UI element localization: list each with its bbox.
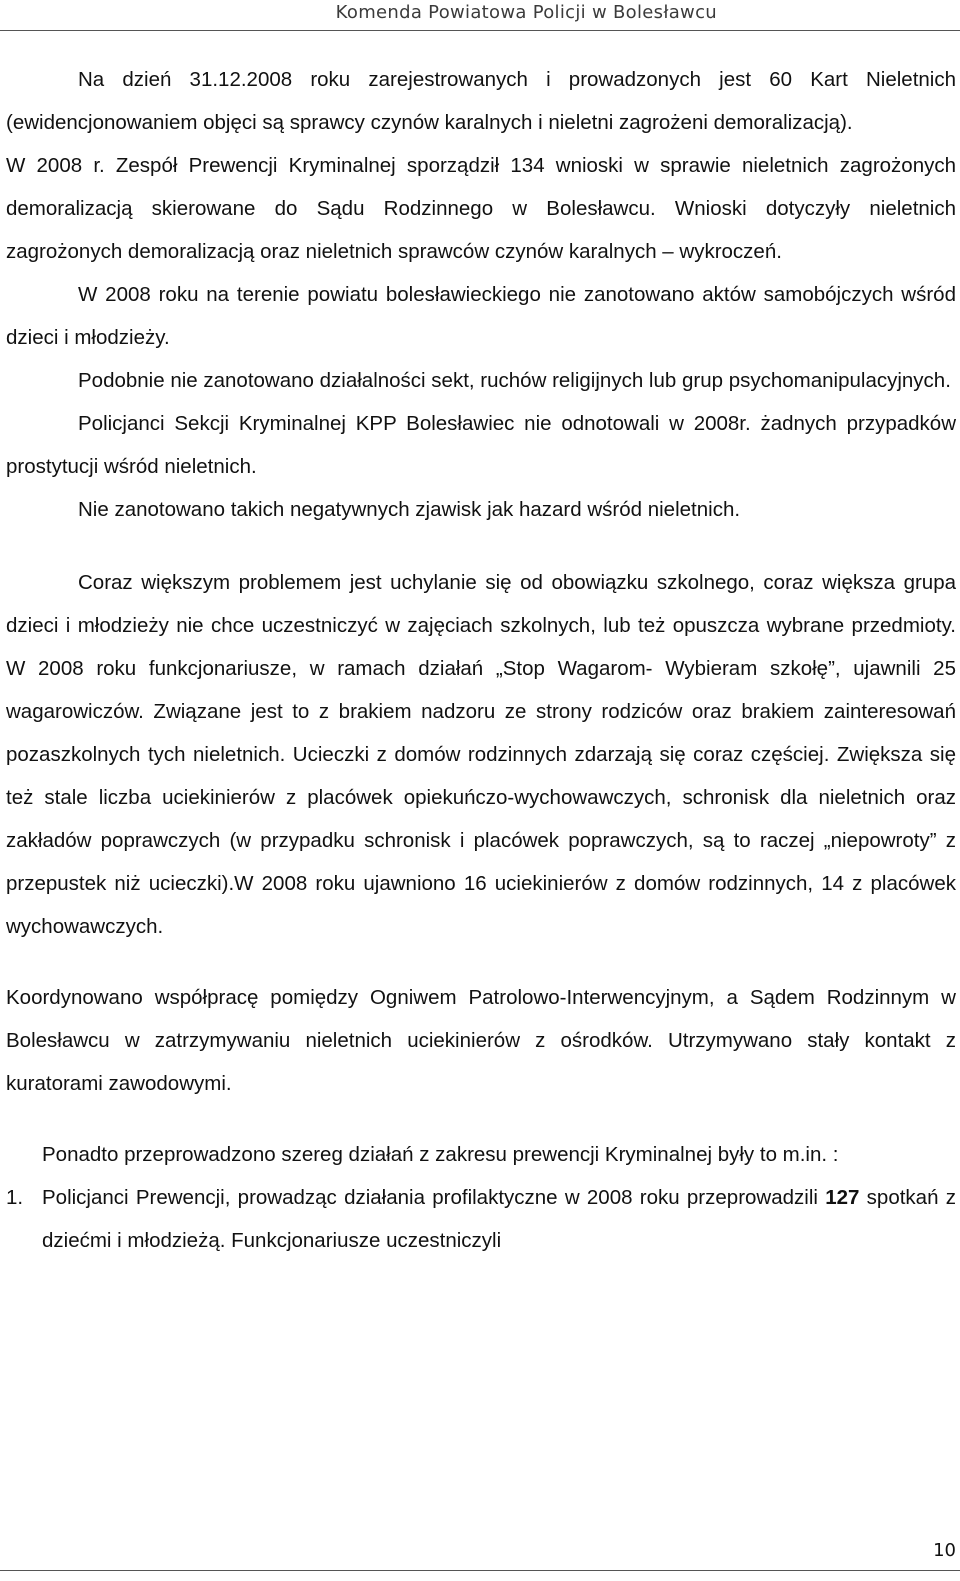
document-body	[6, 58, 956, 1262]
header-divider	[0, 30, 960, 31]
list-item-text-before: Policjanci Prewencji, prowadząc działania profilaktyczne w 2008 roku przeprowadzili	[42, 1186, 826, 1209]
list-item	[6, 1176, 956, 1262]
paragraph-actions-intro: Ponadto przeprowadzono szereg działań z zakresu prewencji Kryminalnej były to m.in. :	[42, 1143, 839, 1166]
paragraph-juvenile-cards: Na dzień 31.12.2008 roku zarejestrowanych i prowadzonych jest 60 Kart Nieletnich (ewidencjonowaniem objęci są sprawcy czynów karalnych i nieletni zagrożeni demoralizacją).	[6, 68, 956, 134]
footer-divider	[0, 1570, 960, 1571]
paragraph-suicides: W 2008 roku na terenie powiatu bolesławieckiego nie zanotowano aktów samobójczych wśród dzieci i młodzieży.	[6, 283, 956, 349]
list-item-bold-count: 127	[825, 1186, 860, 1209]
page-number: 10	[933, 1540, 956, 1561]
paragraph-truancy: Coraz większym problemem jest uchylanie się od obowiązku szkolnego, coraz większa grupa dzieci i młodzieży nie chce uczestniczyć w zajęciach szkolnych, lub też opuszcza wybrane przedmioty. W 2008 roku funkcjonariusze, w ramach działań „Stop Wagarom- Wybieram szkołę”, ujawnili 25 wagarowiczów. Związane jest to z brakiem nadzoru ze strony rodziców oraz brakiem zainteresowań pozaszkolnych tych nieletnich. Ucieczki z domów rodzinnych zdarzają się coraz częściej. Zwiększa się też stale liczba uciekinierów z placówek opiekuńczo-wychowawczych, schronisk dla nieletnich oraz zakładów poprawczych (w przypadku schronisk i placówek poprawczych, są to raczej „niepowroty” z przepustek niż ucieczki).W 2008 roku ujawniono 16 uciekinierów z domów rodzinnych, 14 z placówek wychowawczych.	[6, 571, 956, 938]
paragraph-prostitution: Policjanci Sekcji Kryminalnej KPP Bolesławiec nie odnotowali w 2008r. żadnych przypadków prostytucji wśród nieletnich.	[6, 412, 956, 478]
paragraph-cooperation: Koordynowano współpracę pomiędzy Ogniwem Patrolowo-Interwencyjnym, a Sądem Rodzinnym w Bolesławcu w zatrzymywaniu nieletnich uciekinierów z ośrodków. Utrzymywano stały kontakt z kuratorami zawodowymi.	[6, 986, 956, 1095]
page-header	[0, 0, 960, 34]
list-item-number: 1.	[6, 1186, 24, 1209]
paragraph-sects: Podobnie nie zanotowano działalności sekt, ruchów religijnych lub grup psychomanipulacyjnych.	[78, 369, 951, 392]
paragraph-motions: W 2008 r. Zespół Prewencji Kryminalnej sporządził 134 wnioski w sprawie nieletnich zagrożonych demoralizacją skierowane do Sądu Rodzinnego w Bolesławcu. Wnioski dotyczyły nieletnich zagrożonych demoralizacją oraz nieletnich sprawców czynów karalnych – wykroczeń.	[6, 154, 956, 263]
header-title: Komenda Powiatowa Policji w Bolesławcu	[335, 2, 717, 23]
paragraph-gambling: Nie zanotowano takich negatywnych zjawisk jak hazard wśród nieletnich.	[78, 498, 741, 521]
list-item-text-after: spotkań z dziećmi i młodzieżą. Funkcjonariusze uczestniczyli	[42, 1186, 956, 1252]
